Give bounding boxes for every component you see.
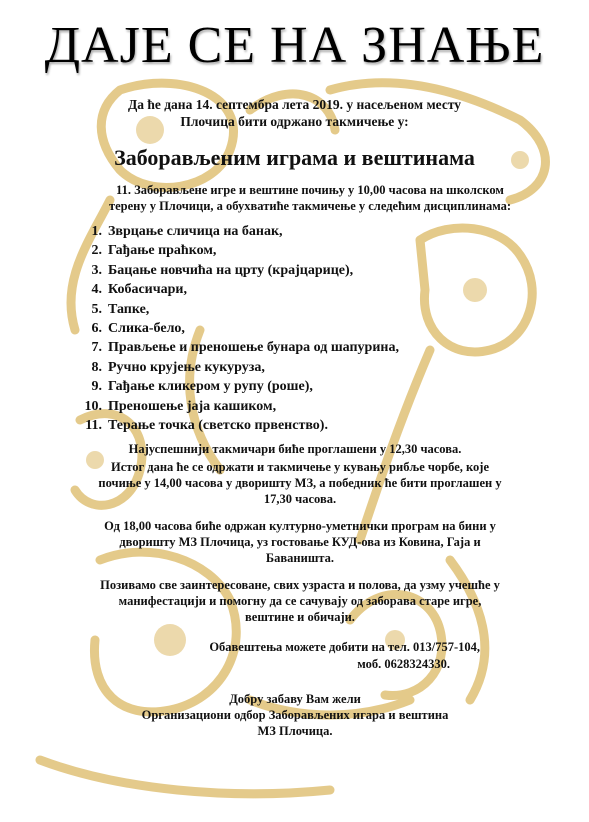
event-subtitle: Заборављеним играма и вештинама <box>114 145 475 170</box>
discipline-text: Гађање праћком, <box>108 243 217 259</box>
text-line: Позивамо све заинтересоване, свих узраста и полова, да узму учешће у <box>100 578 500 592</box>
discipline-item <box>78 416 399 435</box>
intro-text <box>0 96 589 130</box>
text-line: Истог дана ће се одржати и такмичење у кувању рибље чорбе, које <box>110 460 490 474</box>
text-line: дворишту МЗ Плочица, уз гостовање КУД-ова из Ковина, Гаја и <box>119 535 481 549</box>
discipline-text: Прављење и преношење бунара од шапурина, <box>108 340 399 356</box>
discipline-item <box>78 319 399 338</box>
text-line: МЗ Плочица. <box>257 724 333 738</box>
discipline-item <box>78 338 399 357</box>
discipline-number: 9. <box>91 379 102 395</box>
discipline-item <box>78 300 399 319</box>
discipline-item <box>78 397 399 416</box>
discipline-text: Преношење јаја кашиком, <box>108 398 277 414</box>
discipline-item <box>78 261 399 280</box>
text-line: почиње у 14,00 часова у дворишту МЗ, а победник ће бити проглашен у <box>98 476 502 490</box>
discipline-number: 1. <box>91 224 102 239</box>
discipline-text: Терање точка (светско првенство). <box>108 417 328 433</box>
text-line: терену у Плочици, а обухватиће такмичење у следећим дисциплинама: <box>108 199 512 213</box>
discipline-item <box>78 222 399 241</box>
poster-title: ДАЈЕ СЕ НА ЗНАЊЕ <box>44 17 545 74</box>
disciplines-list <box>78 222 399 435</box>
discipline-text: Гађање кликером у рупу (роше), <box>108 379 313 395</box>
contact-mobile: моб. 0628324330. <box>357 657 450 671</box>
discipline-number: 8. <box>91 359 102 375</box>
text-line: Од 18,00 часова биће одржан културно-уметнички програм на бини у <box>104 519 496 533</box>
text-line: манифестацији и помогну да се сачувају од заборава старе игре, <box>118 594 482 608</box>
schedule-paragraph <box>70 182 550 214</box>
discipline-number: 10. <box>84 398 102 414</box>
discipline-text: Слика-бело, <box>108 320 185 336</box>
text-line: вештине и обичаји. <box>245 610 355 624</box>
text-line: 17,30 часова. <box>263 492 337 506</box>
discipline-number: 4. <box>91 282 102 298</box>
discipline-text: Тапке, <box>108 301 150 317</box>
discipline-text: Ручно крујење кукуруза, <box>108 359 265 375</box>
intro-line: Да ће дана 14. септембра лета 2019. у насељеном месту <box>127 97 462 112</box>
text-line: 11. Заборављене игре и вештине почињу у 10,00 часова на школском <box>116 183 504 197</box>
intro-line: Плочица бити одржано такмичење у: <box>180 114 409 129</box>
discipline-text: Зврцање сличица на банак, <box>108 224 283 239</box>
discipline-text: Кобасичари, <box>108 282 187 298</box>
text-line: Баваништа. <box>265 551 335 565</box>
discipline-item <box>78 280 399 299</box>
discipline-item <box>78 377 399 396</box>
discipline-number: 6. <box>91 320 102 336</box>
discipline-number: 5. <box>91 301 102 317</box>
text-line: Организациони одбор Заборављених игара и вештина <box>141 708 449 722</box>
discipline-number: 3. <box>91 262 102 278</box>
invitation-paragraph <box>55 577 545 625</box>
contact-phone: Обавештења можете добити на тел. 013/757-104, <box>209 640 480 654</box>
discipline-item <box>78 241 399 260</box>
discipline-number: 7. <box>91 340 102 356</box>
fish-soup-paragraph <box>60 459 540 507</box>
discipline-number: 2. <box>91 243 102 259</box>
text-line: Најуспешнији такмичари биће проглашени у 12,30 часова. <box>128 442 462 456</box>
discipline-number: 11. <box>85 417 102 433</box>
discipline-item <box>78 358 399 377</box>
discipline-text: Бацање новчића на црту (крајцарице), <box>108 262 354 278</box>
closing-signature <box>60 691 530 739</box>
winners-paragraph <box>60 441 530 457</box>
cultural-program-paragraph <box>55 518 545 566</box>
text-line: Добру забаву Вам жели <box>229 692 361 706</box>
